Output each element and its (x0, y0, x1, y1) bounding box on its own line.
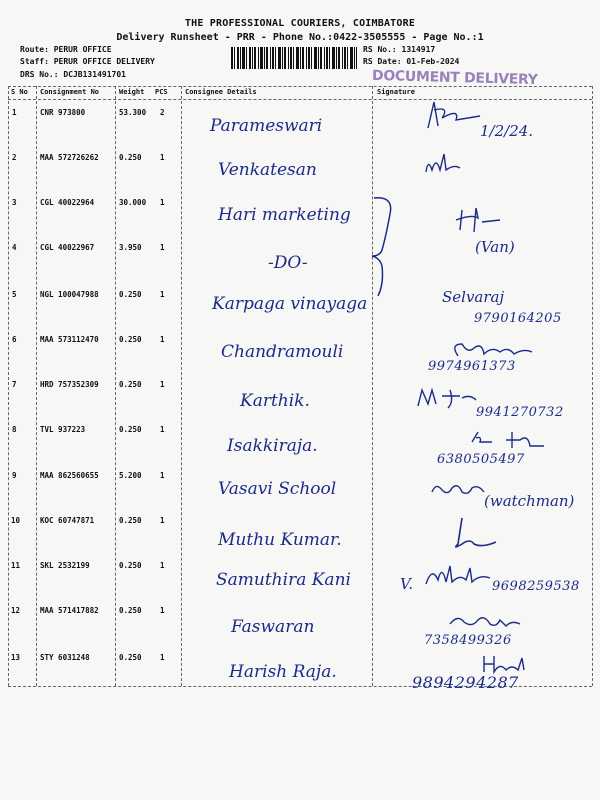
signature-phone: 6380505497 (437, 452, 525, 467)
signature-scribble (444, 610, 524, 632)
row-consignment: CGL 40022964 (40, 198, 95, 207)
row-weight: 0.250 (119, 606, 142, 615)
row-sno: 5 (12, 290, 17, 299)
handwritten-consignee: Muthu Kumar. (218, 530, 342, 550)
signature-note: (Van) (475, 238, 515, 256)
signature-scribble (428, 478, 490, 500)
signature-scribble (420, 150, 470, 178)
row-consignment: KOC 60747871 (40, 516, 95, 525)
handwritten-consignee: Harish Raja. (229, 662, 337, 682)
row-weight: 0.250 (119, 516, 142, 525)
row-pcs: 1 (160, 290, 165, 299)
row-sno: 10 (11, 516, 21, 525)
company-title: THE PROFESSIONAL COURIERS, COIMBATORE (184, 18, 416, 29)
route-label: Route: PERUR OFFICE (20, 45, 112, 54)
column-header-sno: S No (11, 88, 28, 96)
signature-scribble (452, 204, 522, 238)
row-weight: 0.250 (119, 290, 142, 299)
rs-date: RS Date: 01-Feb-2024 (363, 57, 460, 66)
row-pcs: 1 (160, 516, 165, 525)
row-sno: 4 (12, 243, 17, 252)
signature-phone: 9894294287 (412, 673, 519, 692)
signature-phone: 9974961373 (428, 359, 516, 374)
handwritten-consignee: Karpaga vinayaga (212, 294, 368, 314)
row-weight: 0.250 (119, 153, 142, 162)
document-delivery-stamp: DOCUMENT DELIVERY (371, 67, 538, 89)
signature-name: Selvaraj (442, 288, 505, 306)
row-pcs: 1 (160, 653, 165, 662)
handwritten-consignee: Chandramouli (221, 342, 344, 362)
row-sno: 6 (12, 335, 17, 344)
signature-scribble (420, 560, 500, 590)
row-sno: 9 (12, 471, 17, 480)
signature-phone: 9790164205 (474, 311, 562, 326)
signature-phone: 9941270732 (476, 405, 564, 420)
row-pcs: 1 (160, 425, 165, 434)
drs-number: DRS No.: DCJB131491701 (20, 70, 126, 79)
handwritten-consignee: -DO- (268, 253, 308, 273)
row-weight: 53.300 (119, 108, 147, 117)
row-consignment: MAA 571417882 (40, 606, 99, 615)
row-weight: 0.250 (119, 425, 142, 434)
runsheet-title: Delivery Runsheet - PRR - Phone No.:0422-3505555 - Page No.:1 (116, 32, 484, 43)
column-divider (372, 86, 373, 686)
column-divider (115, 86, 116, 686)
column-header-signature: Signature (377, 88, 415, 96)
row-pcs: 1 (160, 471, 165, 480)
row-sno: 3 (12, 198, 17, 207)
row-sno: 12 (11, 606, 21, 615)
signature-phone: 9698259538 (492, 579, 580, 594)
handwritten-consignee: Venkatesan (218, 160, 317, 180)
column-divider (181, 86, 182, 686)
row-weight: 3.950 (119, 243, 142, 252)
row-pcs: 1 (160, 606, 165, 615)
staff-label: Staff: PERUR OFFICE DELIVERY (20, 57, 155, 66)
handwritten-consignee: Faswaran (231, 617, 315, 637)
column-header-consignment: Consignment No (40, 88, 100, 96)
row-consignment: MAA 573112470 (40, 335, 99, 344)
column-divider (36, 86, 37, 686)
row-weight: 0.250 (119, 335, 142, 344)
row-pcs: 1 (160, 335, 165, 344)
rs-number: RS No.: 1314917 (363, 45, 436, 54)
bracket-mark (368, 192, 402, 302)
column-header-consignee: Consignee Details (185, 88, 257, 96)
row-sno: 13 (11, 653, 21, 662)
handwritten-consignee: Parameswari (210, 116, 323, 136)
row-consignment: CGL 40022967 (40, 243, 95, 252)
table-header-rule (8, 99, 592, 100)
table-top-rule (8, 86, 592, 87)
handwritten-consignee: Vasavi School (218, 479, 337, 499)
signature-phone: 7358499326 (424, 633, 512, 648)
handwritten-consignee: Samuthira Kani (216, 570, 351, 590)
row-consignment: TVL 937223 (40, 425, 86, 434)
row-consignment: HRD 757352309 (40, 380, 99, 389)
handwritten-consignee: Hari marketing (218, 205, 351, 225)
handwritten-consignee: Karthik. (240, 391, 310, 411)
row-consignment: MAA 862560655 (40, 471, 99, 480)
row-pcs: 1 (160, 153, 165, 162)
row-consignment: CNR 973800 (40, 108, 86, 117)
signature-note: (watchman) (484, 492, 575, 510)
table-right-border (592, 86, 593, 686)
row-sno: 11 (11, 561, 21, 570)
signature-scribble (448, 514, 508, 554)
row-sno: 2 (12, 153, 17, 162)
signature-scribble (414, 386, 484, 410)
row-weight: 5.200 (119, 471, 142, 480)
signature-scribble (468, 428, 548, 454)
column-header-pcs: PCS (155, 88, 168, 96)
row-consignment: SKL 2532199 (40, 561, 90, 570)
row-sno: 1 (12, 108, 17, 117)
row-pcs: 1 (160, 198, 165, 207)
signature-initial: V. (400, 575, 413, 593)
row-weight: 30.000 (119, 198, 147, 207)
row-consignment: NGL 100047988 (40, 290, 99, 299)
handwritten-consignee: Isakkiraja. (227, 436, 318, 456)
row-consignment: STY 6031248 (40, 653, 90, 662)
row-weight: 0.250 (119, 380, 142, 389)
barcode-image (231, 47, 357, 69)
row-sno: 7 (12, 380, 17, 389)
row-pcs: 1 (160, 561, 165, 570)
row-weight: 0.250 (119, 653, 142, 662)
row-consignment: MAA 572726262 (40, 153, 99, 162)
row-sno: 8 (12, 425, 17, 434)
row-pcs: 2 (160, 108, 165, 117)
table-left-border (8, 86, 9, 686)
signature-date: 1/2/24. (480, 122, 534, 140)
row-pcs: 1 (160, 243, 165, 252)
column-header-weight: Weight (119, 88, 145, 96)
row-weight: 0.250 (119, 561, 142, 570)
row-pcs: 1 (160, 380, 165, 389)
